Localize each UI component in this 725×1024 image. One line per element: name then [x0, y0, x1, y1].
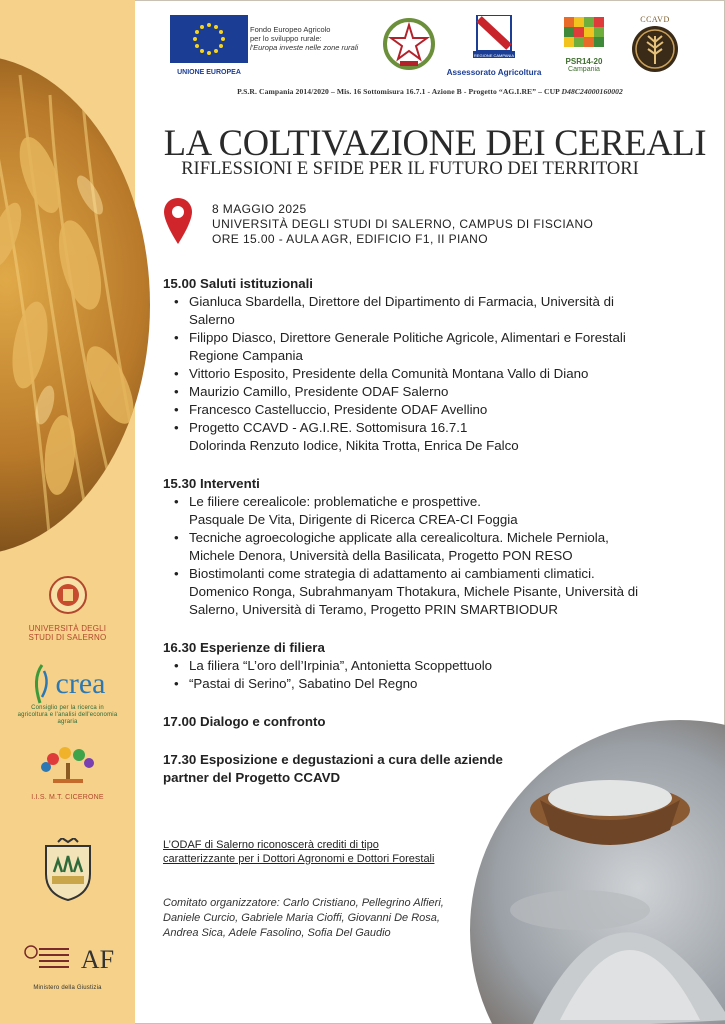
list-item: • Gianluca Sbardella, Direttore del Dipartimento di Farmacia, Università di Salerno — [171, 293, 643, 329]
ccavd-caption: CCAVD — [640, 15, 670, 24]
ccavd-logo — [625, 15, 685, 77]
event-date: 8 MAGGIO 2025 — [212, 202, 307, 216]
list-item: • Maurizio Camillo, Presidente ODAF Salerno — [171, 383, 643, 401]
eu-stars-icon — [170, 15, 248, 63]
event-info — [212, 202, 593, 247]
feasr-line-3: l'Europa investe nelle zone rurali — [250, 43, 359, 52]
eu-flag — [170, 15, 248, 63]
section-heading-interventi: 15.30 Interventi — [163, 476, 260, 491]
campania-caption: Assessorato Agricoltura — [446, 68, 542, 77]
feasr-line-2: per lo sviluppo rurale: — [250, 34, 322, 43]
event-time: ORE 15.00 - AULA AGR, EDIFICIO F1, II PIANO — [212, 232, 488, 246]
subtitle: RIFLESSIONI E SFIDE PER IL FUTURO DEI TERRITORI — [181, 159, 639, 179]
psr-reference-line — [150, 87, 710, 96]
list-item: • Tecniche agroecologiche applicate alla cerealicoltura. Michele Perniola, Michele Denora, Università della Basilicata, Progetto PON RESO — [171, 529, 643, 565]
location-pin-icon — [163, 196, 193, 246]
esperienze-list — [171, 657, 643, 693]
campania-shield-icon — [463, 15, 525, 59]
wheat-image — [0, 55, 150, 555]
list-item: • La filiera “L’oro dell’Irpinia”, Antonietta Scoppettuolo — [171, 657, 643, 675]
list-item: • Biostimolanti come strategia di adattamento ai cambiamenti climatici. Domenico Ronga, Subrahmanyam Thotakura, Michele Pisante, Università di Salerno, Università di Teramo, Progetto PRIN SMARTBIODUR — [171, 565, 643, 619]
ministero-emblem-icon — [21, 942, 71, 978]
list-item: • Vittorio Esposito, Presidente della Comunità Montana Vallo di Diano — [171, 365, 643, 383]
unisa-caption: UNIVERSITÀ DEGLI STUDI DI SALERNO — [28, 624, 107, 642]
odaf-credits-note: L’ODAF di Salerno riconoscerà crediti di tipo caratterizzante per i Dottori Agronomi e Dottori Forestali — [163, 839, 435, 865]
crest-shield-icon — [42, 838, 94, 902]
feasr-text — [250, 25, 380, 52]
ministero-caption: Ministero della Giustizia — [33, 985, 102, 991]
municipality-crest — [0, 838, 135, 907]
crea-logo — [0, 663, 135, 726]
event-place: UNIVERSITÀ DEGLI STUDI DI SALERNO, CAMPUS DI FISCIANO — [212, 217, 594, 231]
psr-mosaic-icon — [564, 17, 604, 51]
psr-caption-1: PSR14-20 — [565, 57, 603, 66]
crea-leaf-icon — [30, 663, 52, 705]
psr-logo — [560, 17, 608, 75]
organizing-committee: Comitato organizzatore: Carlo Cristiano, Pellegrino Alfieri, Daniele Curcio, Gabriele Maria Cioffi, Giovanni De Rosa, Andrea Sica, Adele Fasolino, Sofia Del Gaudio — [163, 897, 444, 939]
list-item: • Filippo Diasco, Direttore Generale Politiche Agricole, Alimentari e Forestali Regione Campania — [171, 329, 643, 365]
list-item-continuation: Dolorinda Renzuto Iodice, Nikita Trotta, Enrica De Falco — [189, 438, 519, 453]
unisa-seal-icon — [48, 575, 88, 615]
tree-icon — [33, 745, 103, 785]
section-heading-esposizione: 17.30 Esposizione e degustazioni a cura delle aziende partner del Progetto CCAVD — [163, 752, 503, 785]
iis-logo — [0, 745, 135, 802]
psr-reference-text: P.S.R. Campania 2014/2020 – Mis. 16 Sottomisura 16.7.1 - Azione B - Progetto “AG.I.RE” – CUP — [237, 87, 560, 96]
campania-badge-text: REGIONE CAMPANIA — [473, 53, 515, 58]
interventi-list-cont — [171, 529, 643, 619]
crea-wordmark: crea — [55, 667, 106, 700]
ministero-logo — [0, 942, 135, 993]
main-title: LA COLTIVAZIONE DEI CEREALI — [163, 122, 707, 163]
feasr-line-1: Fondo Europeo Agricolo — [250, 25, 331, 34]
iis-caption: I.I.S. M.T. CICERONE — [31, 794, 104, 801]
unisa-logo — [0, 575, 135, 642]
program — [163, 275, 643, 787]
crea-caption: Consiglio per la ricerca in agricoltura e l'analisi dell'economia agraria — [17, 705, 118, 725]
section-heading-dialogo: 17.00 Dialogo e confronto — [163, 714, 326, 729]
ccavd-wheat-badge-icon — [629, 24, 681, 74]
regione-campania-logo — [442, 15, 546, 77]
header-logos — [170, 15, 715, 77]
af-monogram: AF — [80, 945, 115, 974]
list-item-continuation: Pasquale De Vita, Dirigente di Ricerca CREA-CI Foggia — [189, 512, 518, 527]
left-band — [0, 0, 135, 1024]
eu-caption: UNIONE EUROPEA — [177, 69, 241, 76]
list-item: • Le filiere cerealicole: problematiche e prospettive. — [171, 493, 643, 511]
psr-caption-2: Campania — [568, 66, 600, 73]
list-item: • “Pastai di Serino”, Sabatino Del Regno — [171, 675, 643, 693]
list-item: • Francesco Castelluccio, Presidente ODAF Avellino — [171, 401, 643, 419]
list-item: • Progetto CCAVD - AG.I.RE. Sottomisura 16.7.1 — [171, 419, 643, 437]
section-heading-saluti: 15.00 Saluti istituzionali — [163, 276, 313, 291]
section-heading-esperienze: 16.30 Esperienze di filiera — [163, 640, 325, 655]
saluti-list — [171, 293, 643, 437]
italian-republic-emblem-icon — [382, 17, 436, 71]
cup-code: D48C24000160002 — [561, 87, 623, 96]
interventi-list — [171, 493, 643, 511]
